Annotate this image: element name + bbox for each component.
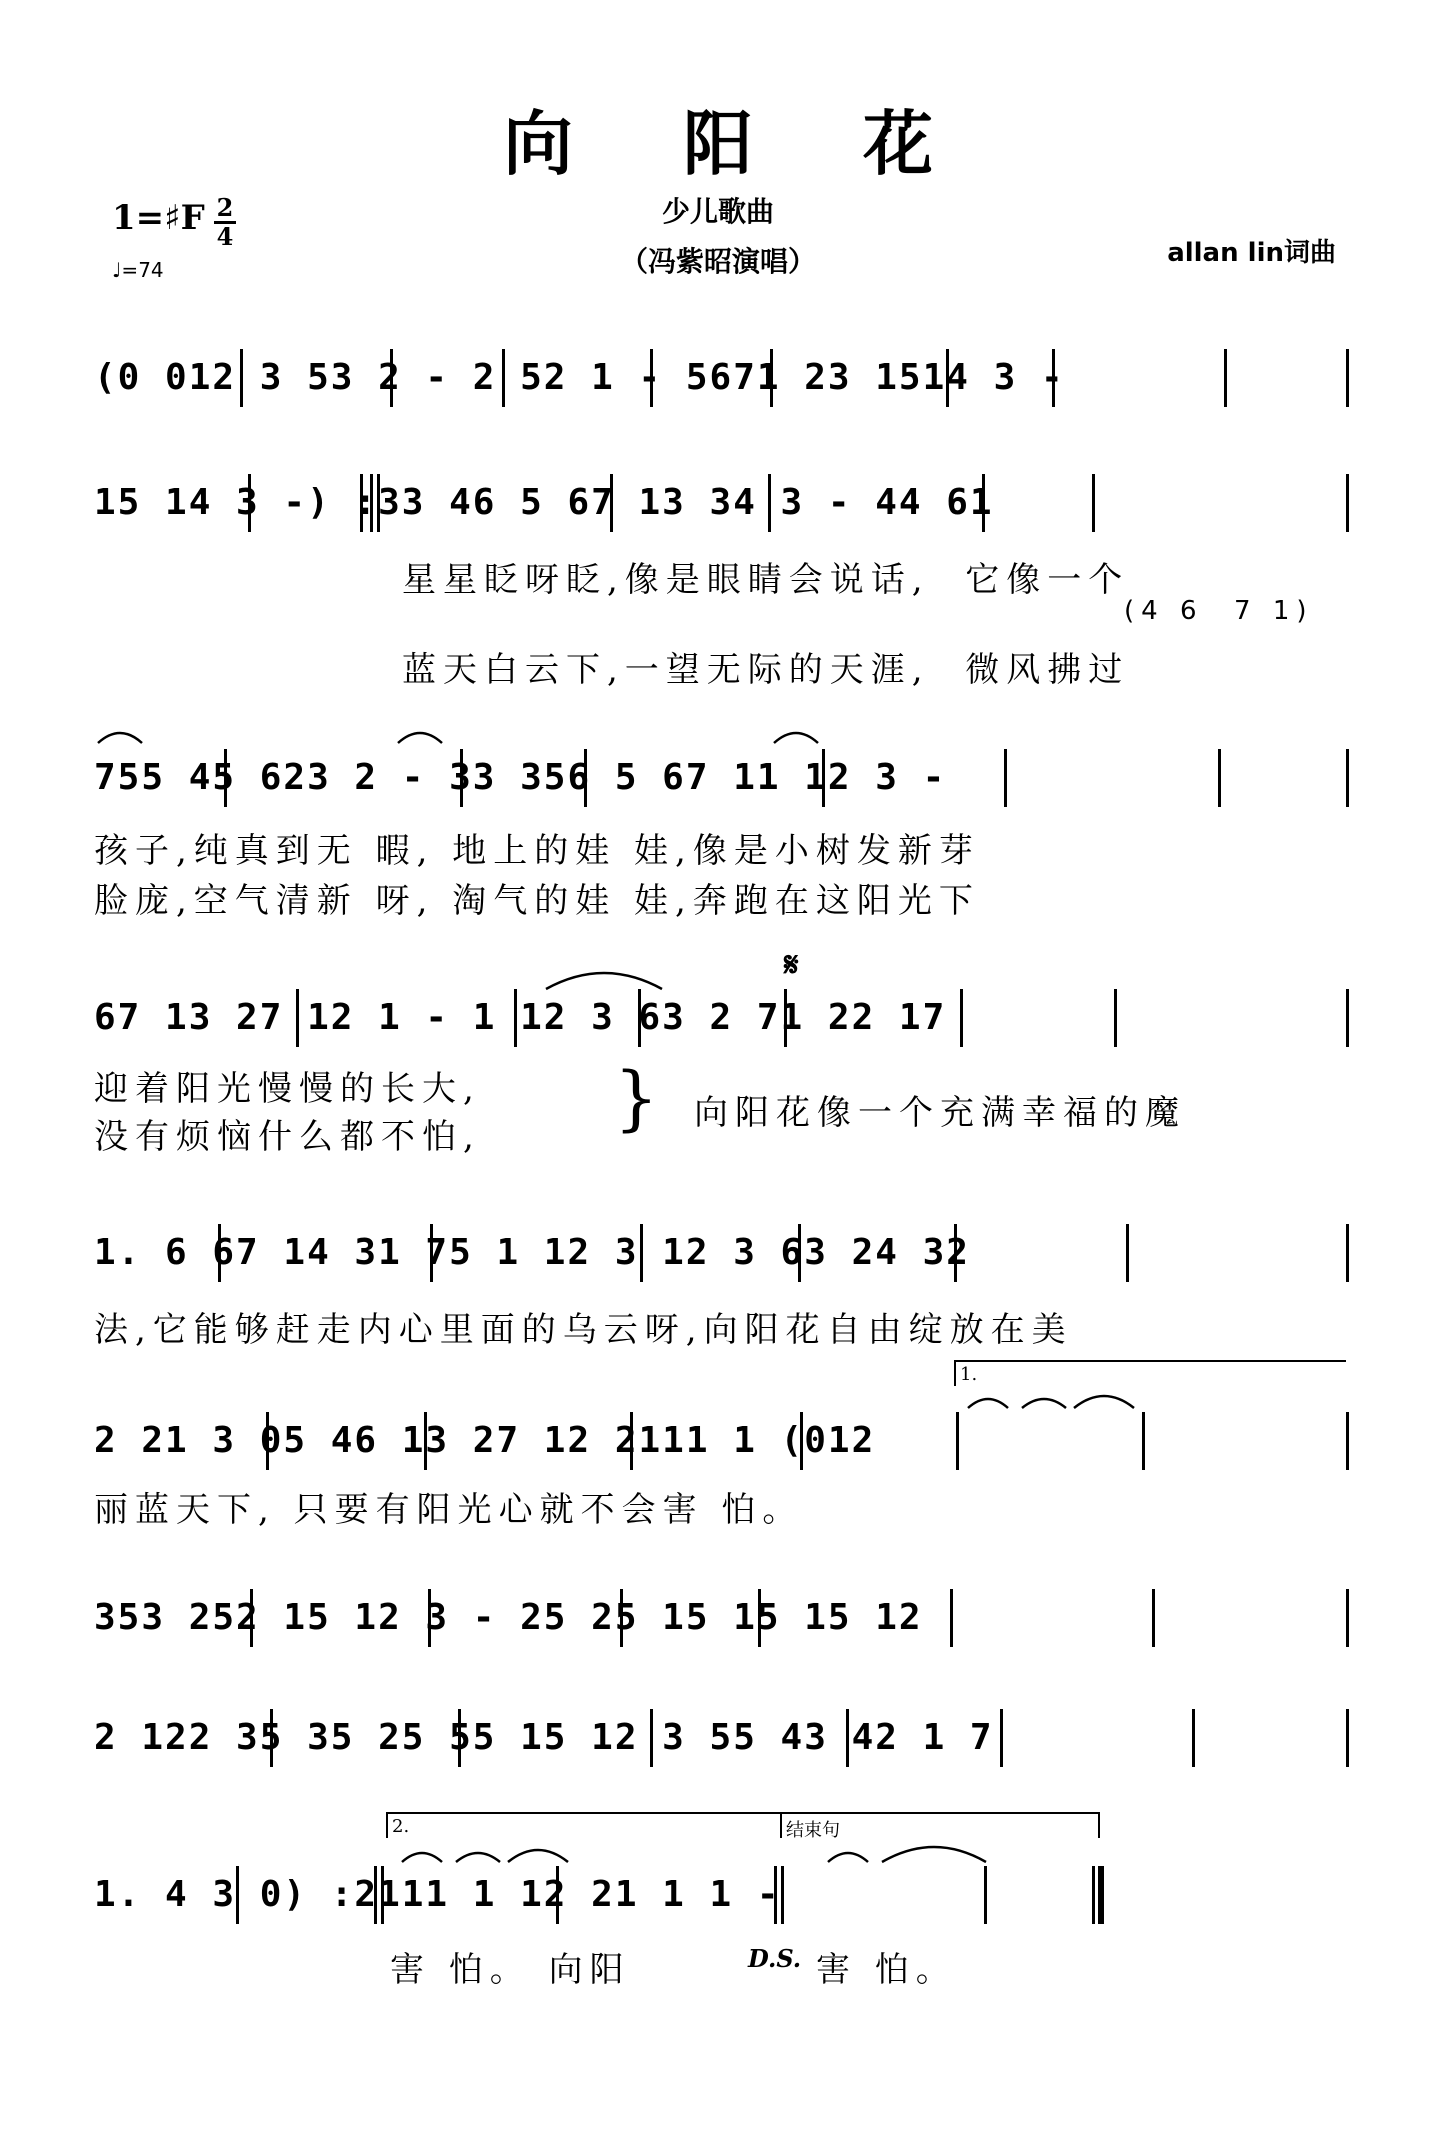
tempo-marking: ♩=74 (112, 258, 164, 282)
lyric-verse-2: 害 怕。 (816, 1950, 957, 1990)
lyric-verse-1: 法,它能够赶走内心里面的乌云呀,向阳花自由绽放在美 (94, 1310, 1073, 1350)
lyric-verse-1: 孩子,纯真到无 暇, 地上的娃 娃,像是小树发新芽 (94, 831, 980, 871)
lyric-verse-1: 害 怕。 向阳 (390, 1950, 631, 1990)
dal-segno-marking: D.S. (748, 1944, 802, 1973)
notation-line: (0 012 3 53 2 - 2 52 1 - 5671 23 1514 3 - (94, 357, 1065, 398)
key-signature: 1=♯F (112, 198, 205, 238)
chorus-lyric: 向阳花像一个充满幸福的魔 (694, 1093, 1186, 1133)
first-ending-label: 1. (960, 1364, 978, 1385)
notation-line: 755 45 623 2 - 33 356 5 67 11 12 3 - (94, 757, 947, 798)
lyric-verse-2: 脸庞,空气清新 呀, 淘气的娃 娃,奔跑在这阳光下 (94, 881, 980, 921)
time-top: 2 (216, 193, 234, 222)
time-signature (214, 193, 236, 251)
alt-notes: (4 6 7 1) (1124, 596, 1314, 626)
song-subtitle: 少儿歌曲 (661, 195, 774, 228)
composer-credit: allan lin词曲 (1167, 238, 1336, 268)
second-ending-label: 2. (392, 1816, 410, 1837)
notation-line: 67 13 27 12 1 - 1 12 3 63 2 71 22 17 (94, 997, 947, 1038)
song-title: 向阳花 (503, 102, 1043, 185)
verse-brace: } (614, 1057, 659, 1139)
notation-line: 2 122 35 35 25 55 15 12 3 55 43 42 1 7 (94, 1717, 994, 1758)
lyric-verse-2: 没有烦恼什么都不怕, (94, 1117, 481, 1157)
coda-label: 结束句 (786, 1820, 840, 1841)
lyric-verse-1: 星星眨呀眨,像是眼睛会说话, 它像一个 (402, 560, 1130, 600)
time-bottom: 4 (216, 222, 234, 251)
lyric-verse-1: 迎着阳光慢慢的长大, (94, 1069, 481, 1109)
lyric-verse-1: 丽蓝天下, 只要有阳光心就不会害 怕。 (94, 1490, 804, 1530)
notation-line: 2 21 3 05 46 13 27 12 2111 1 (012 (94, 1420, 876, 1461)
notation-line: 353 252 15 12 3 - 25 25 15 15 15 12 (94, 1597, 923, 1638)
notation-line: 1. 4 3 0) :2111 1 12 21 1 1 - (94, 1874, 781, 1915)
notation-line: 1. 6 67 14 31 75 1 12 3 12 3 63 24 32 (94, 1232, 970, 1273)
notation-line: 15 14 3 -) :33 46 5 67 13 34 3 - 44 61 (94, 482, 994, 523)
performer: （冯紫昭演唱） (619, 245, 816, 278)
lyric-verse-2: 蓝天白云下,一望无际的天涯, 微风拂过 (402, 650, 1130, 690)
segno-sign: 𝄋 (784, 945, 799, 985)
